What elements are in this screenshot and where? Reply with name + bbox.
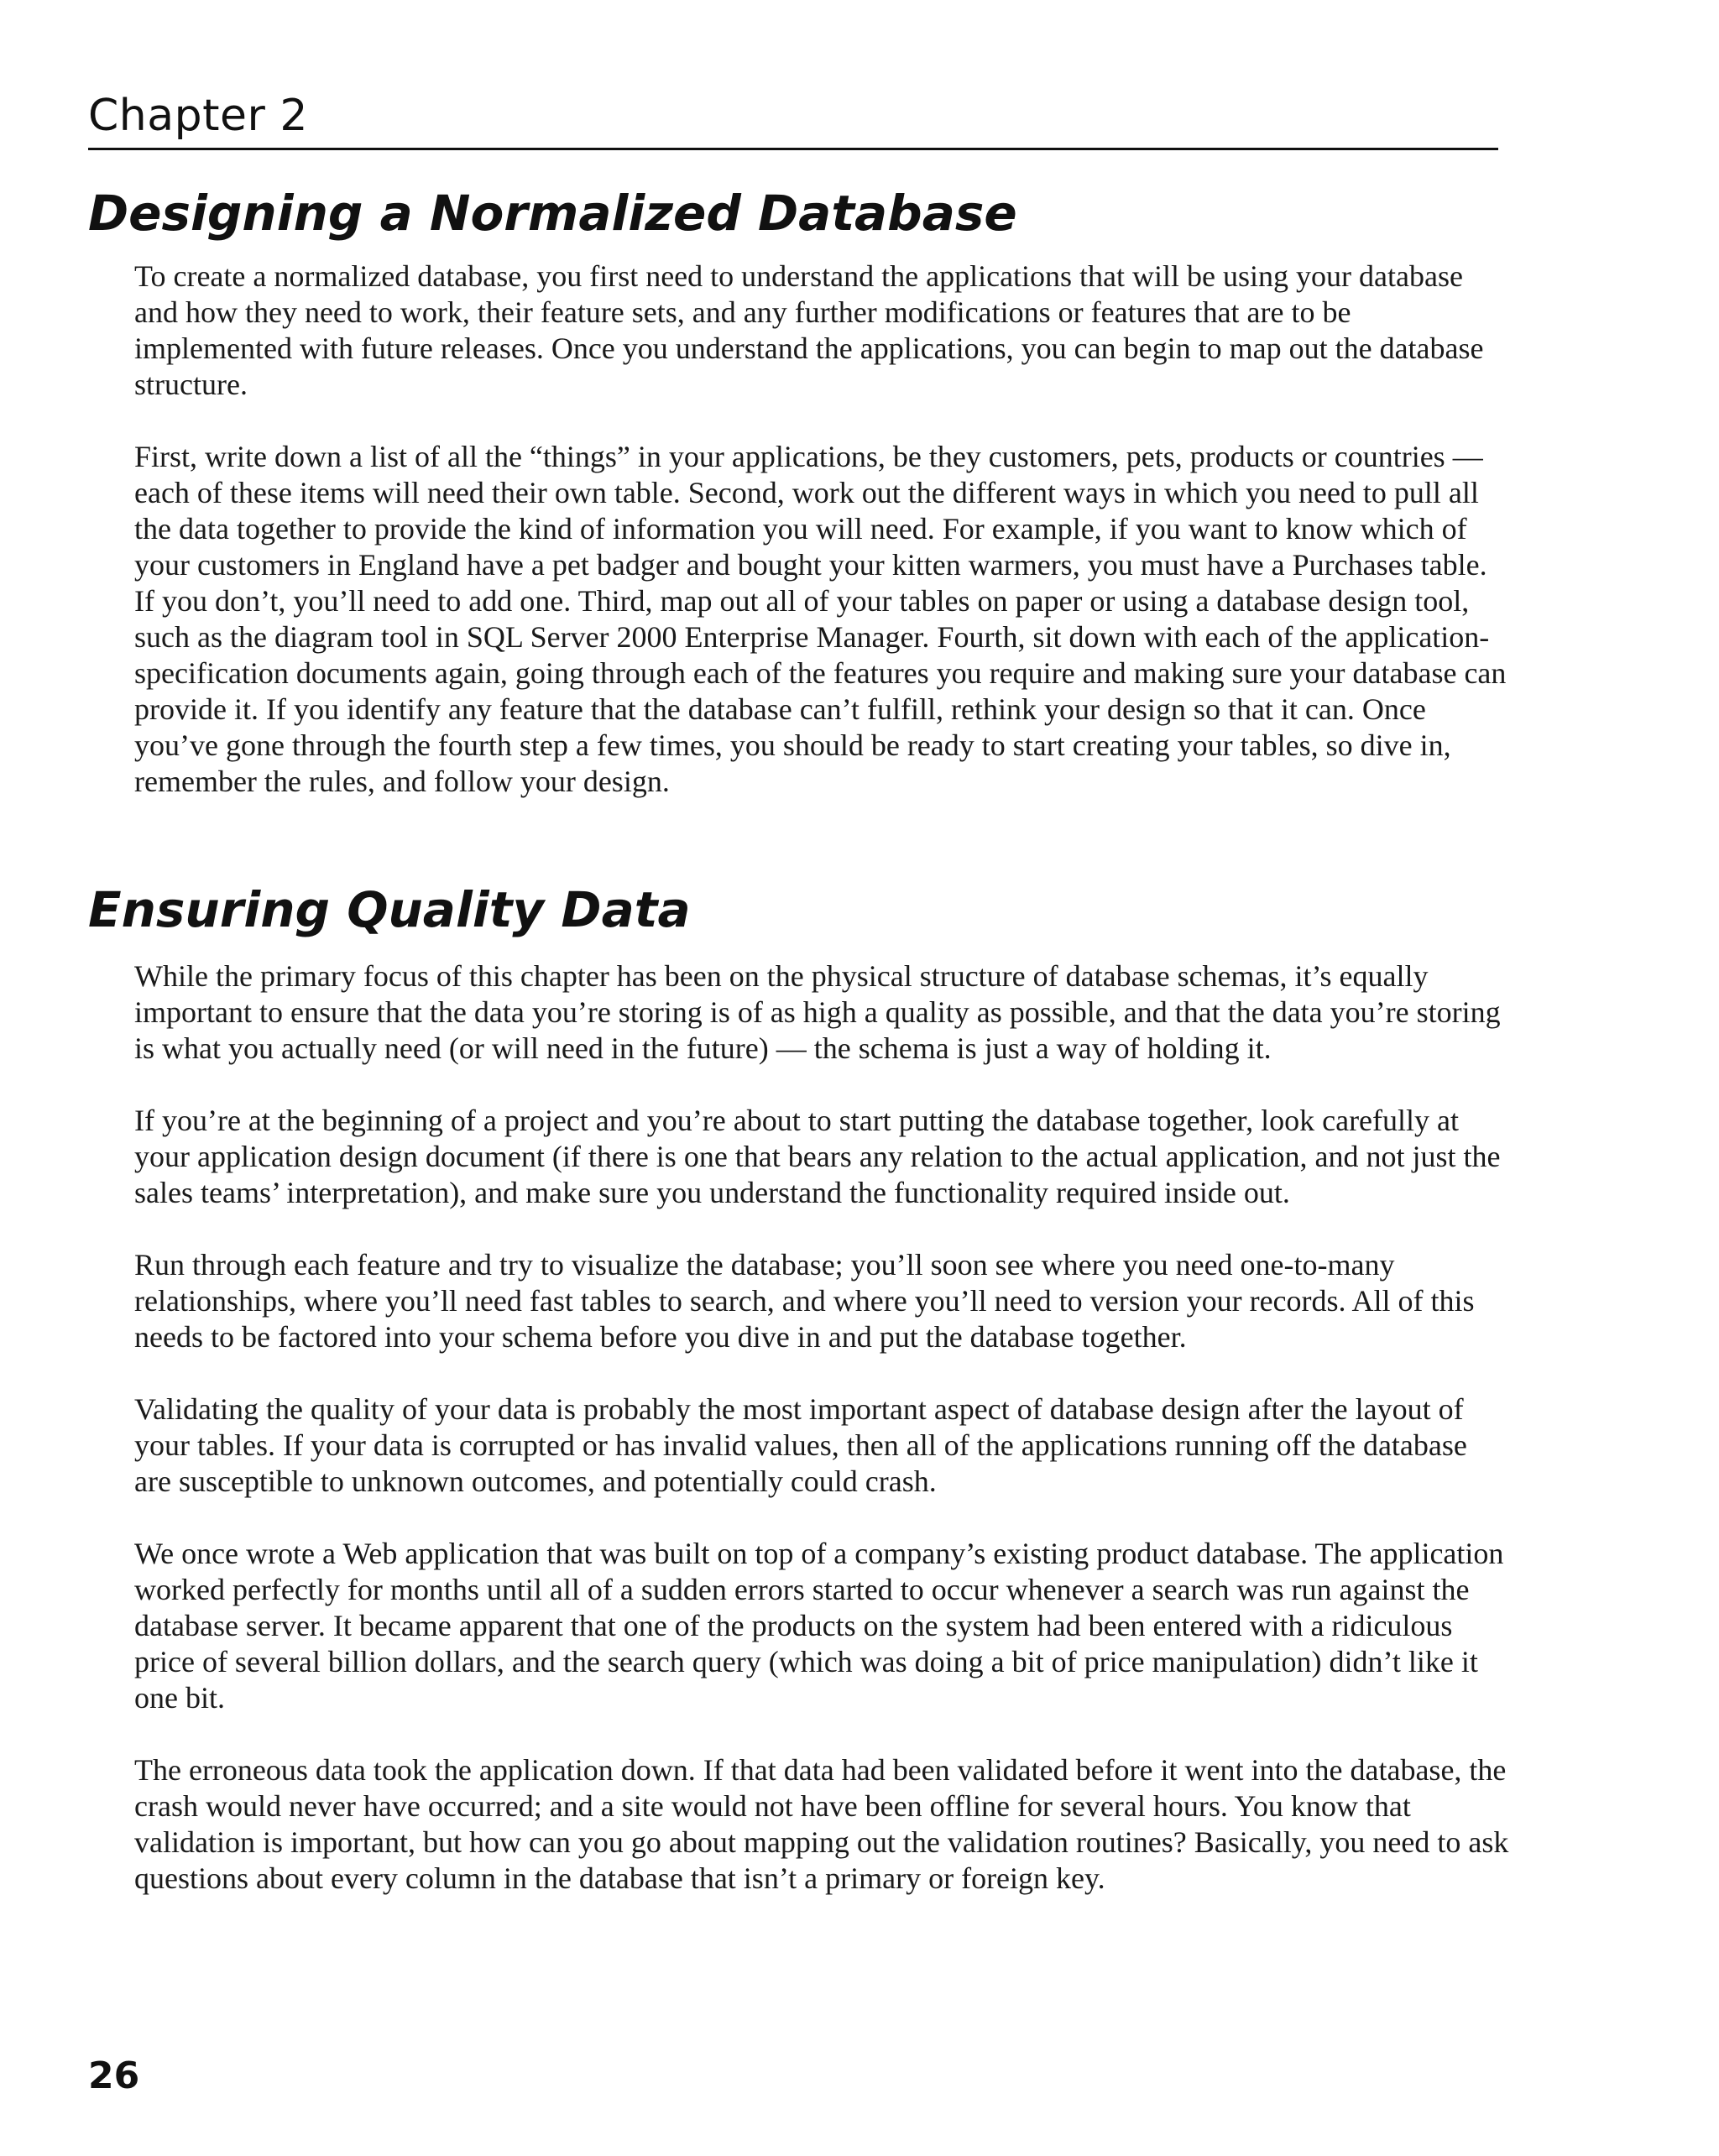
paragraph: While the primary focus of this chapter has been on the physical structure of database schemas, it’s equally important to ensure that the data you’re storing is of as high a quality as possible, and that the data you’re storing is what you actually need (or will need in the future) — the schema is just a way of holding it.: [134, 959, 1501, 1065]
chapter-label: Chapter 2: [88, 91, 309, 141]
section-heading-designing-normalized-database: Designing a Normalized Database: [88, 185, 1017, 242]
chapter-header: [88, 87, 1498, 150]
section-heading-ensuring-quality-data: Ensuring Quality Data: [88, 881, 691, 938]
section-body-quality: [134, 958, 1511, 1897]
page-number: 26: [88, 2054, 140, 2097]
paragraph: We once wrote a Web application that was built on top of a company’s existing product database. The application worked perfectly for months until all of a sudden errors started to occur whenever a search was run against the database server. It became apparent that one of the products on the system had been entered with a ridiculous price of several billion dollars, and the search query (which was doing a bit of price manipulation) didn’t like it one bit.: [134, 1537, 1504, 1715]
paragraph: If you’re at the beginning of a project and you’re about to start putting the database together, look carefully at your application design document (if there is one that bears any relation to the actual application, and not just the sales teams’ interpretation), and make sure you understand the functionality required inside out.: [134, 1104, 1501, 1209]
paragraph: To create a normalized database, you first need to understand the applications that will be using your database and how they need to work, their feature sets, and any further modifications or features that are to be implemented with future releases. Once you understand the applications, you can begin to map out the database structure.: [134, 259, 1484, 401]
section-body-designing: [134, 258, 1511, 800]
paragraph: The erroneous data took the application down. If that data had been validated before it went into the database, the crash would never have occurred; and a site would not have been offline for several hours. You know that validation is important, but how can you go about mapping out the validation routines? Basically, you need to ask questions about every column in the database that isn’t a primary or foreign key.: [134, 1753, 1509, 1895]
paragraph: Validating the quality of your data is probably the most important aspect of database design after the layout of your tables. If your data is corrupted or has invalid values, then all of the applications running off the database are susceptible to unknown outcomes, and potentially could crash.: [134, 1392, 1467, 1498]
paragraph: Run through each feature and try to visualize the database; you’ll soon see where you need one-to-many relationships, where you’ll need fast tables to search, and where you’ll need to version your records. All of this needs to be factored into your schema before you dive in and put the database together.: [134, 1248, 1475, 1354]
paragraph: First, write down a list of all the “things” in your applications, be they customers, pets, products or countries — each of these items will need their own table. Second, work out the different ways in which you need to pull all the data together to provide the kind of information you will need. For example, if you want to know which of your customers in England have a pet badger and bought your kitten warmers, you must have a Purchases table. If you don’t, you’ll need to add one. Third, map out all of your tables on paper or using a database design tool, such as the diagram tool in SQL Server 2000 Enterprise Manager. Fourth, sit down with each of the application-specification documents again, going through each of the features you require and making sure your database can provide it. If you identify any feature that the database can’t fulfill, rethink your design so that it can. Once you’ve gone through the fourth step a few times, you should be ready to start creating your tables, so dive in, remember the rules, and follow your design.: [134, 440, 1507, 798]
